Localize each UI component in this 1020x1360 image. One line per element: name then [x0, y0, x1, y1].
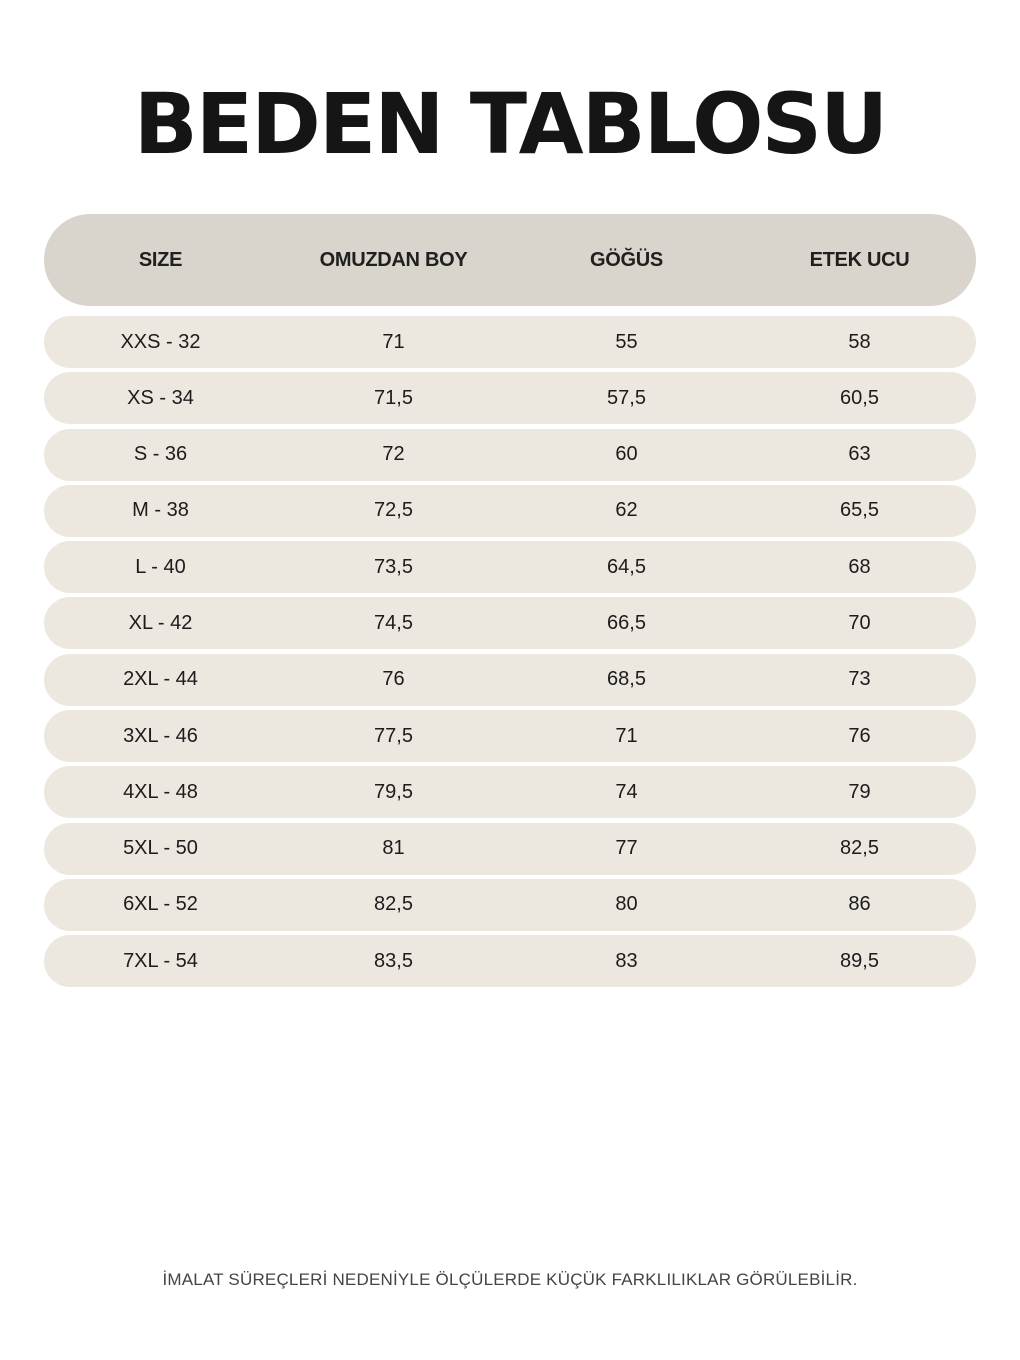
table-row	[44, 485, 976, 537]
cell-etek-ucu: 60,5	[840, 386, 879, 409]
cell-size: XL - 42	[128, 611, 193, 634]
cell-etek-ucu: 73	[848, 668, 871, 691]
cell-size: M - 38	[132, 499, 189, 522]
cell-size: 5XL - 50	[123, 837, 198, 860]
cell-etek-ucu: 70	[848, 611, 871, 634]
page-title: BEDEN TABLOSU	[133, 75, 887, 173]
cell-size: 2XL - 44	[123, 668, 198, 691]
cell-gogus: 74	[615, 780, 638, 803]
cell-gogus: 66,5	[607, 611, 646, 634]
table-row	[44, 935, 976, 987]
cell-size: S - 36	[133, 443, 188, 466]
cell-omuzdan-boy: 77,5	[374, 724, 413, 747]
cell-size: L - 40	[135, 555, 186, 578]
cell-etek-ucu: 89,5	[840, 949, 879, 972]
cell-etek-ucu: 58	[848, 330, 871, 353]
cell-size: 6XL - 52	[123, 893, 198, 916]
header-gogus: GÖĞÜS	[590, 248, 663, 271]
cell-omuzdan-boy: 81	[382, 837, 405, 860]
cell-omuzdan-boy: 83,5	[374, 949, 413, 972]
table-header	[44, 214, 976, 306]
table-row	[44, 823, 976, 875]
cell-omuzdan-boy: 74,5	[374, 611, 413, 634]
cell-etek-ucu: 82,5	[840, 837, 879, 860]
table-row	[44, 710, 976, 762]
cell-omuzdan-boy: 71	[382, 330, 405, 353]
cell-etek-ucu: 76	[848, 724, 871, 747]
size-table	[44, 214, 976, 992]
cell-omuzdan-boy: 72	[382, 443, 405, 466]
cell-gogus: 55	[615, 330, 638, 353]
cell-etek-ucu: 68	[848, 555, 871, 578]
cell-gogus: 57,5	[607, 386, 646, 409]
cell-omuzdan-boy: 76	[382, 668, 405, 691]
table-row	[44, 372, 976, 424]
header-size: SIZE	[138, 248, 183, 271]
cell-gogus: 64,5	[607, 555, 646, 578]
table-row	[44, 429, 976, 481]
cell-etek-ucu: 79	[848, 780, 871, 803]
cell-size: XXS - 32	[120, 330, 201, 353]
cell-gogus: 83	[615, 949, 638, 972]
cell-size: XS - 34	[127, 386, 194, 409]
cell-gogus: 77	[615, 837, 638, 860]
cell-gogus: 80	[615, 893, 638, 916]
table-row	[44, 654, 976, 706]
cell-omuzdan-boy: 79,5	[374, 780, 413, 803]
table-row	[44, 541, 976, 593]
header-omuzdan-boy: OMUZDAN BOY	[319, 248, 468, 271]
table-row	[44, 879, 976, 931]
cell-gogus: 60	[615, 443, 638, 466]
cell-etek-ucu: 86	[848, 893, 871, 916]
cell-size: 3XL - 46	[123, 724, 198, 747]
cell-gogus: 68,5	[607, 668, 646, 691]
cell-size: 7XL - 54	[123, 949, 198, 972]
cell-omuzdan-boy: 82,5	[374, 893, 413, 916]
table-body	[44, 316, 976, 987]
table-row	[44, 316, 976, 368]
cell-size: 4XL - 48	[123, 780, 198, 803]
cell-omuzdan-boy: 72,5	[374, 499, 413, 522]
cell-gogus: 62	[615, 499, 638, 522]
cell-etek-ucu: 63	[848, 443, 871, 466]
disclaimer-text: İMALAT SÜREÇLERİ NEDENİYLE ÖLÇÜLERDE KÜÇÜK FARKLILIKLAR GÖRÜLEBİLİR.	[162, 1270, 858, 1289]
cell-etek-ucu: 65,5	[840, 499, 879, 522]
table-row	[44, 597, 976, 649]
cell-omuzdan-boy: 71,5	[374, 386, 413, 409]
cell-omuzdan-boy: 73,5	[374, 555, 413, 578]
table-row	[44, 766, 976, 818]
cell-gogus: 71	[615, 724, 638, 747]
header-etek-ucu: ETEK UCU	[809, 248, 910, 271]
